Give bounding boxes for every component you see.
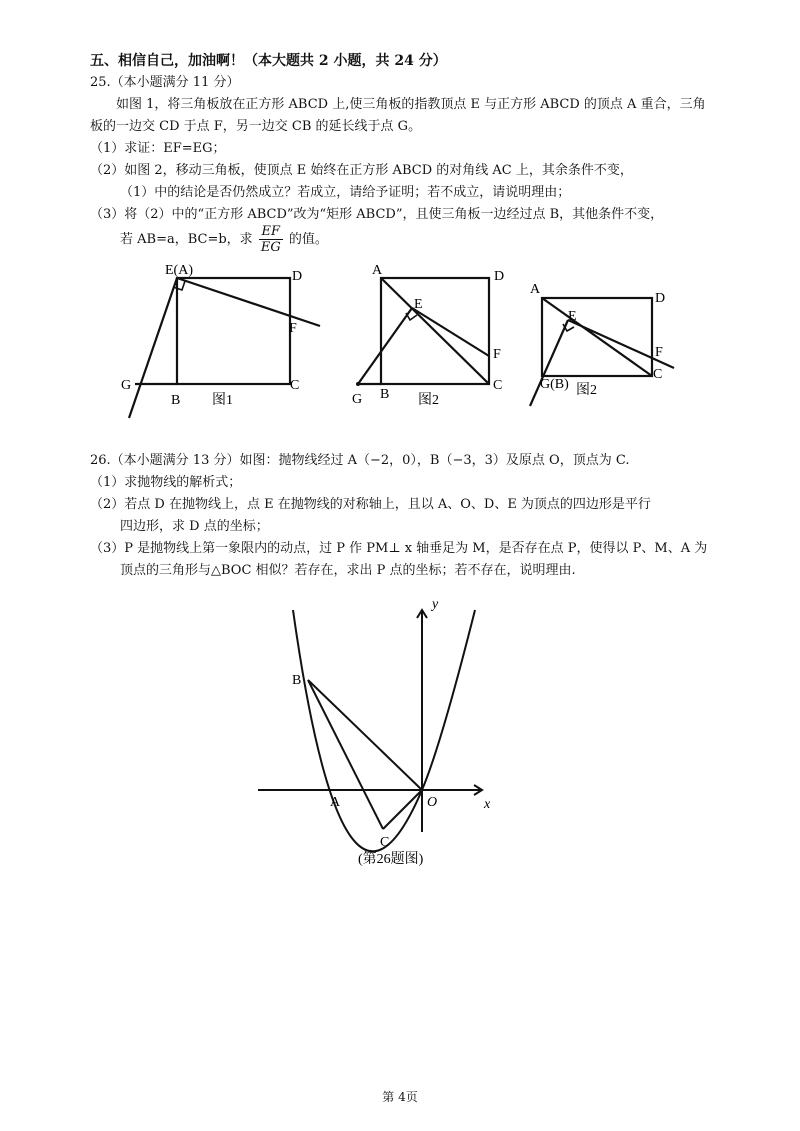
parabola-curve <box>293 610 475 851</box>
segment-co <box>383 790 422 829</box>
q25-part-3-suffix: 的值。 <box>288 232 328 247</box>
fraction-denominator: EG <box>260 240 281 255</box>
triangle-edge-eg <box>129 278 177 418</box>
q26-part-1: （1）求抛物线的解析式； <box>90 475 242 490</box>
q26-part-2: （2）若点 D 在抛物线上，点 E 在抛物线的对称轴上，且以 A、O、D、E 为顶点的四边形是平行 <box>90 497 651 512</box>
triangle-edge-ef <box>568 320 674 368</box>
label-g-b: G(B) <box>540 377 569 392</box>
q25-part-3-prefix: 若 AB=a，BC=b，求 <box>120 232 253 247</box>
label-d: D <box>655 291 666 306</box>
figure-2-caption: 图2 <box>418 393 439 408</box>
figure-1-caption: 图1 <box>212 393 233 408</box>
label-c: C <box>290 378 300 393</box>
label-b: B <box>171 393 181 408</box>
label-d: D <box>494 269 505 284</box>
label-x: x <box>484 797 491 812</box>
label-c: C <box>653 367 663 382</box>
label-d: D <box>292 269 303 284</box>
q26-parabola-graph <box>250 592 510 872</box>
label-a: A <box>330 795 341 810</box>
figure-3-caption: 图2 <box>576 383 597 398</box>
q25-part-2-continued: （1）中的结论是否仍然成立？若成立，请给予证明；若不成立，请说明理由； <box>120 185 571 200</box>
label-e: E <box>568 309 577 324</box>
label-a: A <box>372 263 383 278</box>
label-y: y <box>432 597 439 612</box>
triangle-edge-ef <box>177 278 320 326</box>
label-e: E <box>414 297 423 312</box>
q25-intro-line-2: 板的一边交 CD 于点 F，另一边交 CB 的延长线于点 G。 <box>90 119 422 134</box>
triangle-edge-eg <box>358 308 412 384</box>
label-f: F <box>493 347 501 362</box>
q25-figure-2 <box>348 258 523 413</box>
triangle-edge-ef <box>412 308 489 356</box>
label-c: C <box>380 835 390 850</box>
fraction-numerator: EF <box>259 224 283 240</box>
triangle-edge-through-b <box>530 320 568 406</box>
square-abcd <box>177 278 290 384</box>
diagonal-ac <box>542 298 652 376</box>
point-g <box>356 382 360 386</box>
label-g: G <box>121 378 132 393</box>
label-b: B <box>292 673 302 688</box>
q26-part-3: （3）P 是抛物线上第一象限内的动点，过 P 作 PM⊥ x 轴垂足为 M，是否存在点 P，使得以 P、M、A 为 <box>90 541 708 556</box>
q26-part-3-continued: 顶点的三角形与△BOC 相似？若存在，求出 P 点的坐标；若不存在，说明理由. <box>120 563 576 578</box>
label-f: F <box>655 345 663 360</box>
graph-caption: (第26题图) <box>358 852 424 867</box>
q26-part-2-continued: 四边形，求 D 点的坐标； <box>120 519 269 534</box>
q25-part-2: （2）如图 2，移动三角板，使顶点 E 始终在正方形 ABCD 的对角线 AC 上，其余条件不变， <box>90 163 633 178</box>
q25-header: 25.（本小题满分 11 分） <box>90 75 240 90</box>
q25-part-1: （1）求证：EF=EG； <box>90 141 226 156</box>
label-b: B <box>380 387 390 402</box>
q26-header: 26.（本小题满分 13 分）如图：抛物线经过 A（−2，0），B（−3，3）及原点 O，顶点为 C. <box>90 453 630 468</box>
q25-part-3-continued <box>120 222 328 258</box>
diagonal-ac <box>381 278 489 384</box>
label-f: F <box>289 321 297 336</box>
label-o: O <box>427 795 438 810</box>
label-g: G <box>352 392 363 407</box>
q25-figure-3 <box>524 278 684 408</box>
page-number: 第 4页 <box>382 1090 418 1104</box>
q25-part-3: （3）将（2）中的“正方形 ABCD”改为“矩形 ABCD”，且使三角板一边经过点 B，其他条件不变， <box>90 207 664 222</box>
q25-intro-line-1: 如图 1，将三角板放在正方形 ABCD 上,使三角板的指教顶点 E 与正方形 ABCD 的顶点 A 重合，三角 <box>116 97 706 112</box>
label-e-a: E(A) <box>165 263 193 278</box>
label-a: A <box>530 282 541 297</box>
ef-over-eg-fraction <box>259 224 283 255</box>
label-c: C <box>493 378 503 393</box>
q25-figure-1 <box>115 258 330 423</box>
section-title: 五、相信自己，加油啊！（本大题共 2 小题，共 24 分） <box>90 53 447 69</box>
